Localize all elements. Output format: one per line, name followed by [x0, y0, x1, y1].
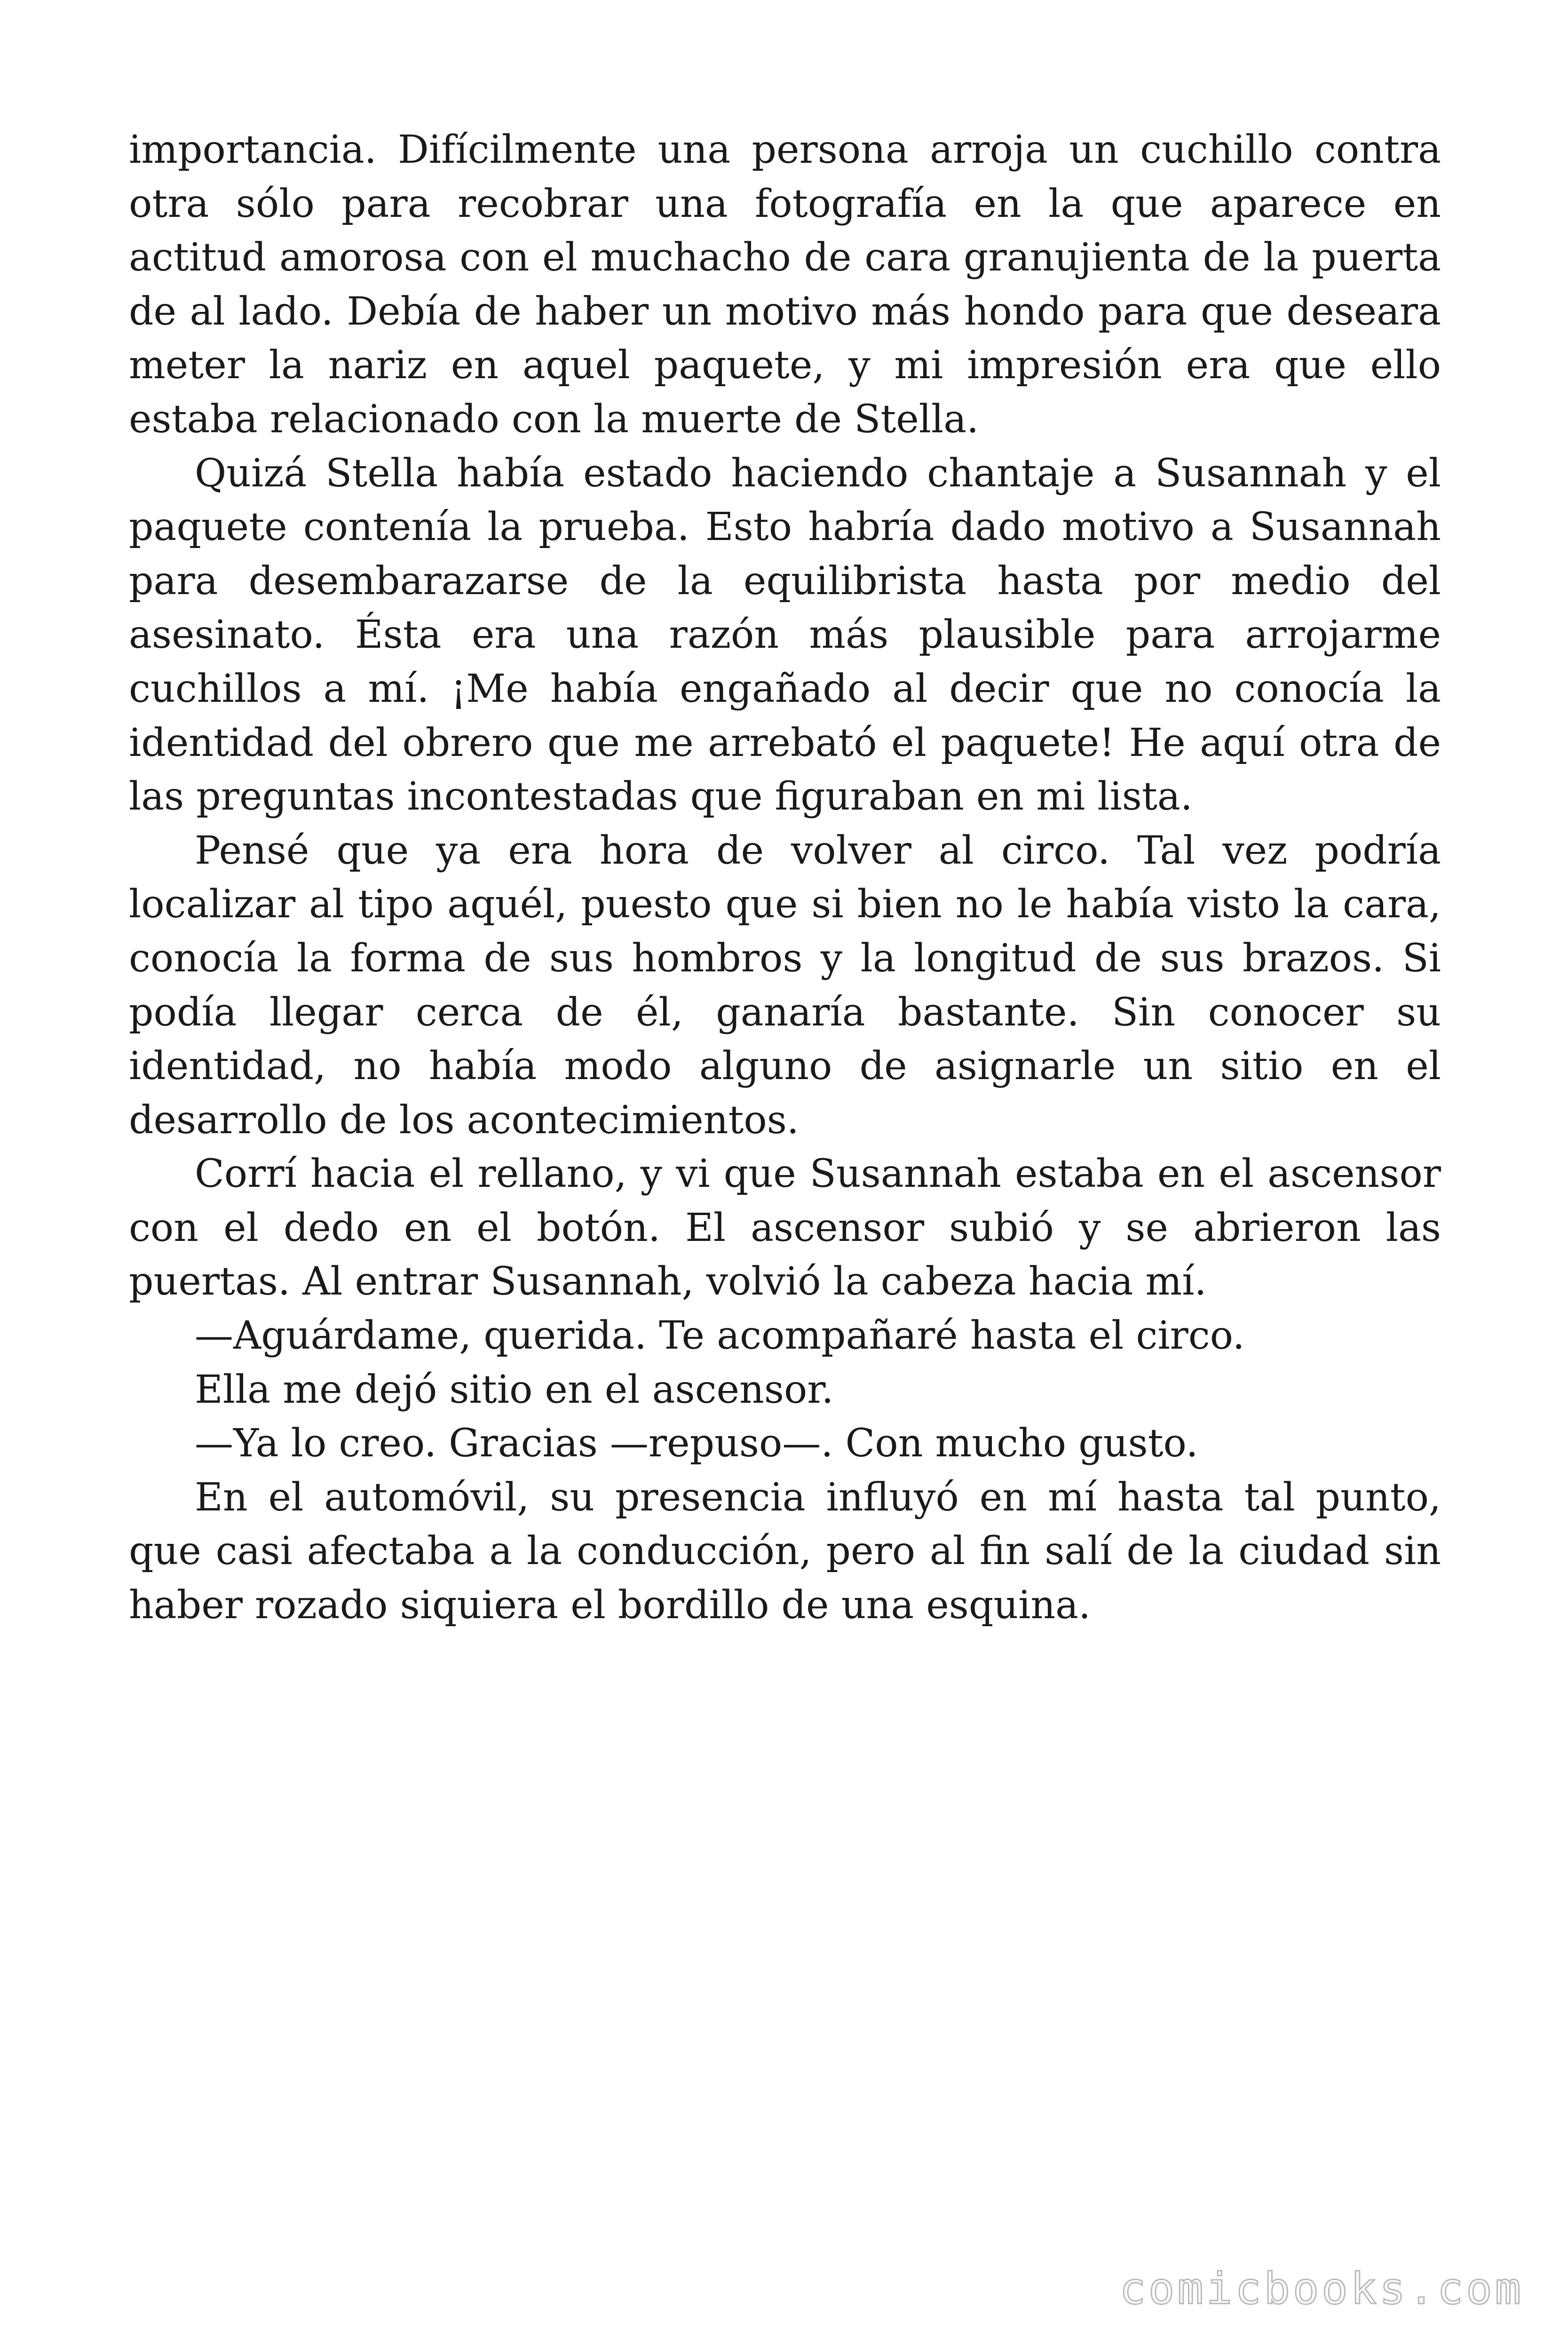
paragraph-2: Quizá Stella había estado haciendo chantaje a Susannah y el paquete contenía la prueba. Esto habría dado motivo a Susannah para desembarazarse de la equilibrista hasta por medio del asesinato. Ésta era una razón más plausible para arrojarme cuchillos a mí. ¡Me había engañado al decir que no conocía la identidad del obrero que me arrebató el paquete! He aquí otra de las preguntas incontestadas que figuraban en mi lista. [129, 451, 1441, 819]
paragraph-3: Pensé que ya era hora de volver al circo. Tal vez podría localizar al tipo aquél, puesto que si bien no le había visto la cara, conocía la forma de sus hombros y la longitud de sus brazos. Si podía llegar cerca de él, ganaría bastante. Sin conocer su identidad, no había modo alguno de asignarle un sitio en el desarrollo de los acontecimientos. [129, 828, 1441, 1143]
watermark-logo: comicbooks.com [1119, 2264, 1524, 2314]
paragraph-5-dialogue: —Aguárdame, querida. Te acompañaré hasta el circo. [195, 1313, 1245, 1359]
body-text [129, 123, 1441, 1633]
paragraph-6: Ella me dejó sitio en el ascensor. [195, 1367, 834, 1412]
paragraph-1: importancia. Difícilmente una persona arroja un cuchillo contra otra sólo para recobrar una fotografía en la que aparece en actitud amorosa con el muchacho de cara granujienta de la puerta de al lado. Debía de haber un motivo más hondo para que deseara meter la nariz en aquel paquete, y mi impresión era que ello estaba relacionado con la muerte de Stella. [129, 127, 1441, 442]
paragraph-4: Corrí hacia el rellano, y vi que Susannah estaba en el ascensor con el dedo en el botón. El ascensor subió y se abrieron las puertas. Al entrar Susannah, volvió la cabeza hacia mí. [129, 1152, 1441, 1304]
paragraph-8: En el automóvil, su presencia influyó en mí hasta tal punto, que casi afectaba a la conducción, pero al fin salí de la ciudad sin haber rozado siquiera el bordillo de una esquina. [129, 1475, 1441, 1628]
paragraph-7-dialogue: —Ya lo creo. Gracias —repuso—. Con mucho gusto. [195, 1421, 1198, 1466]
